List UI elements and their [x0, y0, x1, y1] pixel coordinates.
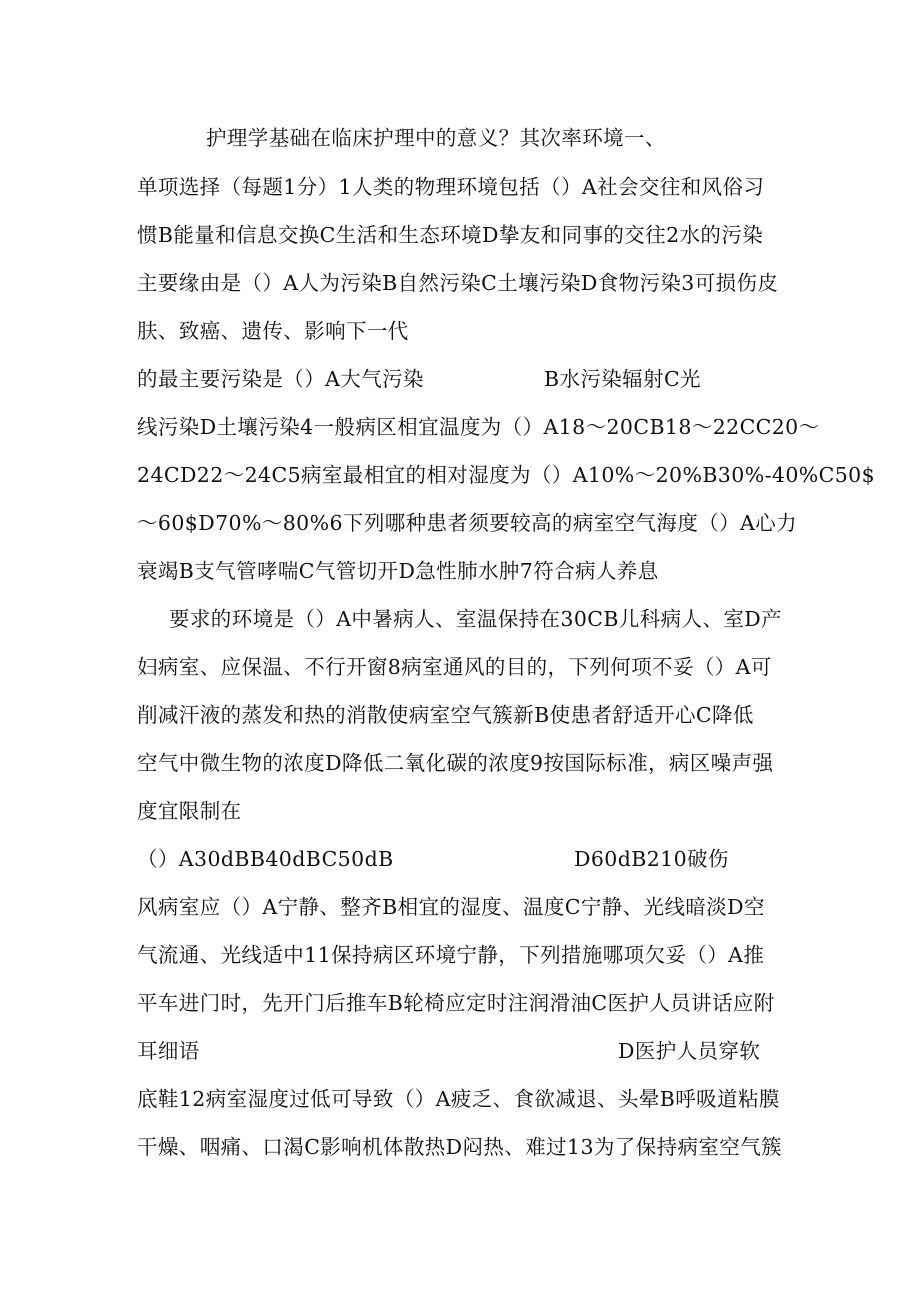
paragraph-line-split: [137, 847, 777, 871]
paragraph-line: 惯B能量和信息交换C生活和生态环境D挚友和同事的交往2水的污染: [137, 223, 764, 247]
paragraph-line: 单项选择（每题1分）1人类的物理环境包括（）A社会交往和风俗习: [137, 175, 765, 199]
paragraph-line: 底鞋12病室湿度过低可导致（）A疲乏、食欲减退、头晕B呼吸道粘膜: [137, 1087, 780, 1111]
paragraph-line: 风病室应（）A宁静、整齐B相宜的湿度、温度C宁静、光线暗淡D空: [137, 895, 765, 919]
paragraph-line: 削减汗液的蒸发和热的消散使病室空气簇新B使患者舒适开心C降低: [137, 703, 754, 727]
paragraph-line: 肤、致癌、遗传、影响下一代: [137, 319, 409, 343]
split-left-text: （）A30dBB40dBC50dB: [137, 847, 394, 871]
paragraph-line: 干燥、咽痛、口渴C影响机体散热D闷热、难过13为了保持病室空气簇: [137, 1135, 783, 1159]
paragraph-line: 主要缘由是（）A人为污染B自然污染C土壤污染D食物污染3可损伤皮: [137, 271, 779, 295]
paragraph-line: ～60$D70%～80%6下列哪种患者须要较高的病室空气海度（）A心力: [137, 511, 798, 535]
paragraph-line: 平车进门时，先开门后推车B轮椅应定时注润滑油C医护人员讲话应附: [137, 991, 775, 1015]
paragraph-line-split: [137, 367, 702, 391]
split-left-text: 的最主要污染是（）A大气污染: [137, 367, 424, 391]
paragraph-line: 衰竭B支气管哮喘C气管切开D急性肺水肿7符合病人养息: [137, 559, 659, 583]
split-right-text: B水污染辐射C光: [544, 367, 701, 391]
paragraph-line: 空气中微生物的浓度D降低二氧化碳的浓度9按国际标准，病区噪声强: [137, 751, 774, 775]
paragraph-line: 度宜限制在: [137, 799, 242, 823]
paragraph-line-split: [137, 1039, 777, 1063]
paragraph-line-title: 护理学基础在临床护理中的意义？其次率环境一、: [206, 126, 666, 150]
paragraph-line: 线污染D土壤污染4一般病区相宜温度为（）A18～20CB18～22CC20～: [137, 415, 820, 439]
paragraph-line: 气流通、光线适中11保持病区环境宁静，下列措施哪项欠妥（）A推: [137, 943, 765, 967]
split-right-text: D60dB210破伤: [574, 847, 729, 871]
split-right-text: D医护人员穿软: [618, 1039, 761, 1063]
paragraph-line: 24CD22～24C5病室最相宜的相对湿度为（）A10%～20%B30%-40%C50$: [137, 463, 876, 487]
paragraph-line-indented: 要求的环境是（）A中暑病人、室温保持在30CB儿科病人、室D产: [169, 607, 782, 631]
split-left-text: 耳细语: [137, 1039, 200, 1063]
paragraph-line: 妇病室、应保温、不行开窗8病室通风的目的，下列何项不妥（）A可: [137, 655, 772, 679]
